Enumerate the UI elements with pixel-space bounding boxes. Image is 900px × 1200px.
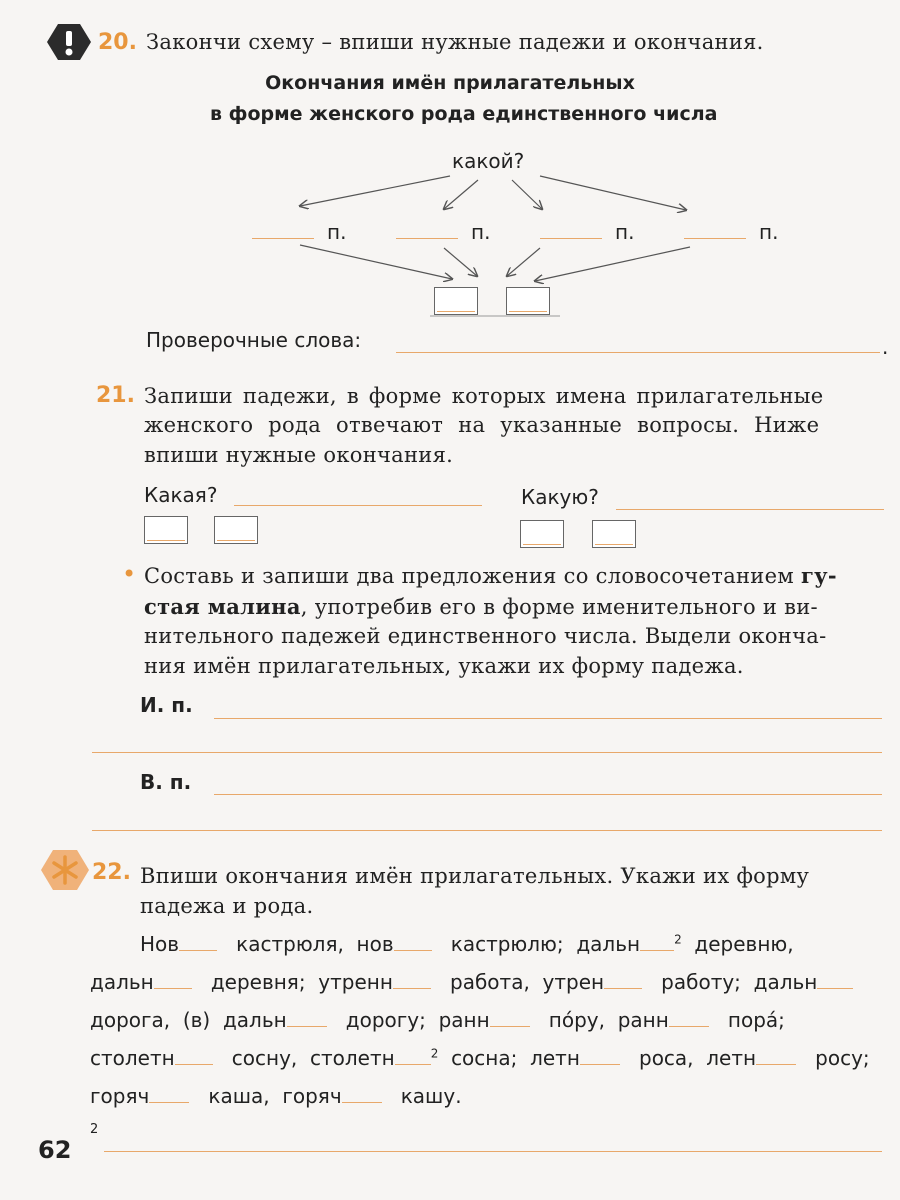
- bullet-line-2: [144, 594, 818, 619]
- bullet-line-2-bold: стая малина: [144, 594, 301, 619]
- exercise-line-3: [90, 1006, 882, 1032]
- word: летн: [530, 1046, 580, 1070]
- word: горяч: [282, 1084, 342, 1108]
- word: дальн: [576, 932, 641, 956]
- ending-blank[interactable]: [640, 930, 674, 951]
- ending-box-kakaya-1[interactable]: [144, 516, 188, 544]
- asterisk-icon: [40, 848, 90, 892]
- word: кастрюлю;: [450, 932, 564, 956]
- word: столетн: [310, 1046, 395, 1070]
- exercise-line-1: [140, 930, 882, 956]
- answer-vp-line-1[interactable]: [214, 794, 882, 795]
- case-abbr-1: п.: [327, 220, 347, 244]
- case-abbr-4: п.: [759, 220, 779, 244]
- word: дорогу;: [345, 1008, 426, 1032]
- word: кастрюля,: [236, 932, 344, 956]
- ending-blank[interactable]: [342, 1082, 382, 1103]
- word: каша,: [208, 1084, 270, 1108]
- word: летн: [706, 1046, 757, 1070]
- answer-kakaya-line[interactable]: [234, 505, 482, 506]
- scheme-arrows: [0, 0, 900, 330]
- word: работу;: [661, 970, 741, 994]
- word: сосну,: [231, 1046, 298, 1070]
- superscript: 2: [674, 932, 682, 947]
- word: роса,: [639, 1046, 694, 1070]
- word: деревня;: [210, 970, 306, 994]
- bullet-line-2-text: , употребив его в форме именительного и ви-: [300, 595, 818, 619]
- bullet-line-1: [144, 563, 837, 588]
- exercise-line-4: [90, 1044, 882, 1070]
- bullet-line-3: нительного падежей единственного числа. Выдели оконча-: [144, 624, 827, 648]
- superscript: 2: [430, 1046, 439, 1061]
- ending-blank[interactable]: [490, 1006, 530, 1027]
- ending-blank[interactable]: [604, 968, 642, 989]
- question-kakaya: Какая?: [144, 483, 218, 507]
- ending-box-kakuyu-1[interactable]: [520, 520, 564, 548]
- word: деревню,: [694, 932, 794, 956]
- ending-blank[interactable]: [394, 930, 432, 951]
- bullet-line-4: ния имён прилагательных, укажи их форму падежа.: [144, 654, 744, 678]
- word: столетн: [90, 1046, 175, 1070]
- word: дальн: [222, 1008, 287, 1032]
- case-abbr-2: п.: [471, 220, 491, 244]
- ending-box-kakuyu-2[interactable]: [592, 520, 636, 548]
- word: работа,: [450, 970, 530, 994]
- ending-blank[interactable]: [817, 968, 853, 989]
- word: дальн: [90, 970, 154, 994]
- task-21-number: 21.: [96, 383, 135, 408]
- ending-blank[interactable]: [395, 1044, 431, 1065]
- ending-blank[interactable]: [179, 930, 217, 951]
- case-blank-3[interactable]: [540, 238, 602, 239]
- ending-box-2[interactable]: [506, 287, 550, 315]
- word: ранн: [438, 1008, 490, 1032]
- task-21-line-1: Запиши падежи, в форме которых имена прилагательные: [144, 384, 824, 408]
- exercise-line-2: [90, 968, 882, 994]
- label-vp: В. п.: [140, 770, 192, 794]
- task-20-text: Закончи схему – впиши нужные падежи и окончания.: [146, 30, 764, 54]
- exercise-line-5: [90, 1082, 882, 1108]
- word: Нов: [140, 932, 180, 956]
- ending-box-1[interactable]: [434, 287, 478, 315]
- word: дорога,: [90, 1008, 171, 1032]
- answer-kakuyu-line[interactable]: [616, 509, 884, 510]
- task-22-number: 22.: [92, 860, 131, 885]
- footer-answer-line[interactable]: [104, 1151, 882, 1152]
- case-abbr-3: п.: [615, 220, 635, 244]
- page-number: 62: [38, 1136, 72, 1164]
- answer-ip-line-1[interactable]: [214, 718, 882, 719]
- ending-blank[interactable]: [756, 1044, 796, 1065]
- ending-blank[interactable]: [154, 968, 192, 989]
- task-21-line-3: впиши нужные окончания.: [144, 443, 454, 467]
- ending-blank[interactable]: [669, 1006, 709, 1027]
- task-22-line-1: Впиши окончания имён прилагательных. Укажи их форму: [140, 864, 810, 888]
- word: сосна;: [451, 1046, 518, 1070]
- scheme-title-line-1: Окончания имён прилагательных: [265, 72, 635, 94]
- ending-blank[interactable]: [287, 1006, 327, 1027]
- check-words-end: .: [882, 335, 889, 359]
- word: по́ру,: [548, 1008, 605, 1032]
- ending-box-kakaya-2[interactable]: [214, 516, 258, 544]
- answer-ip-line-2[interactable]: [92, 752, 882, 753]
- ending-blank[interactable]: [393, 968, 431, 989]
- scheme-title-line-2: в форме женского рода единственного числа: [210, 103, 718, 125]
- ending-blank[interactable]: [149, 1082, 189, 1103]
- word: нов: [356, 932, 394, 956]
- word: утренн: [318, 970, 393, 994]
- ending-blank[interactable]: [175, 1044, 213, 1065]
- word: (в): [182, 1008, 211, 1032]
- answer-vp-line-2[interactable]: [92, 830, 882, 831]
- case-blank-2[interactable]: [396, 238, 458, 239]
- footer-superscript: 2: [90, 1122, 99, 1137]
- case-blank-1[interactable]: [252, 238, 314, 239]
- bullet-line-1-bold: гу-: [800, 563, 837, 588]
- word: росу;: [815, 1046, 870, 1070]
- scheme-question: какой?: [452, 149, 525, 173]
- bullet: •: [122, 560, 137, 588]
- label-ip: И. п.: [140, 693, 193, 717]
- word: утрен: [542, 970, 605, 994]
- task-21-line-2: женского рода отвечают на указанные вопросы. Ниже: [144, 413, 820, 437]
- check-words-line[interactable]: [396, 352, 880, 353]
- ending-blank[interactable]: [580, 1044, 620, 1065]
- bullet-line-1-text: Составь и запиши два предложения со словосочетанием: [144, 564, 801, 588]
- word: дальн: [753, 970, 818, 994]
- question-kakuyu: Какую?: [521, 485, 599, 509]
- word: горяч: [90, 1084, 150, 1108]
- check-words-label: Проверочные слова:: [146, 328, 362, 352]
- word: пора́;: [727, 1008, 785, 1032]
- word: ранн: [617, 1008, 669, 1032]
- task-20-number: 20.: [98, 30, 137, 55]
- task-22-line-2: падежа и рода.: [140, 894, 314, 918]
- case-blank-4[interactable]: [684, 238, 746, 239]
- word: кашу.: [400, 1084, 462, 1108]
